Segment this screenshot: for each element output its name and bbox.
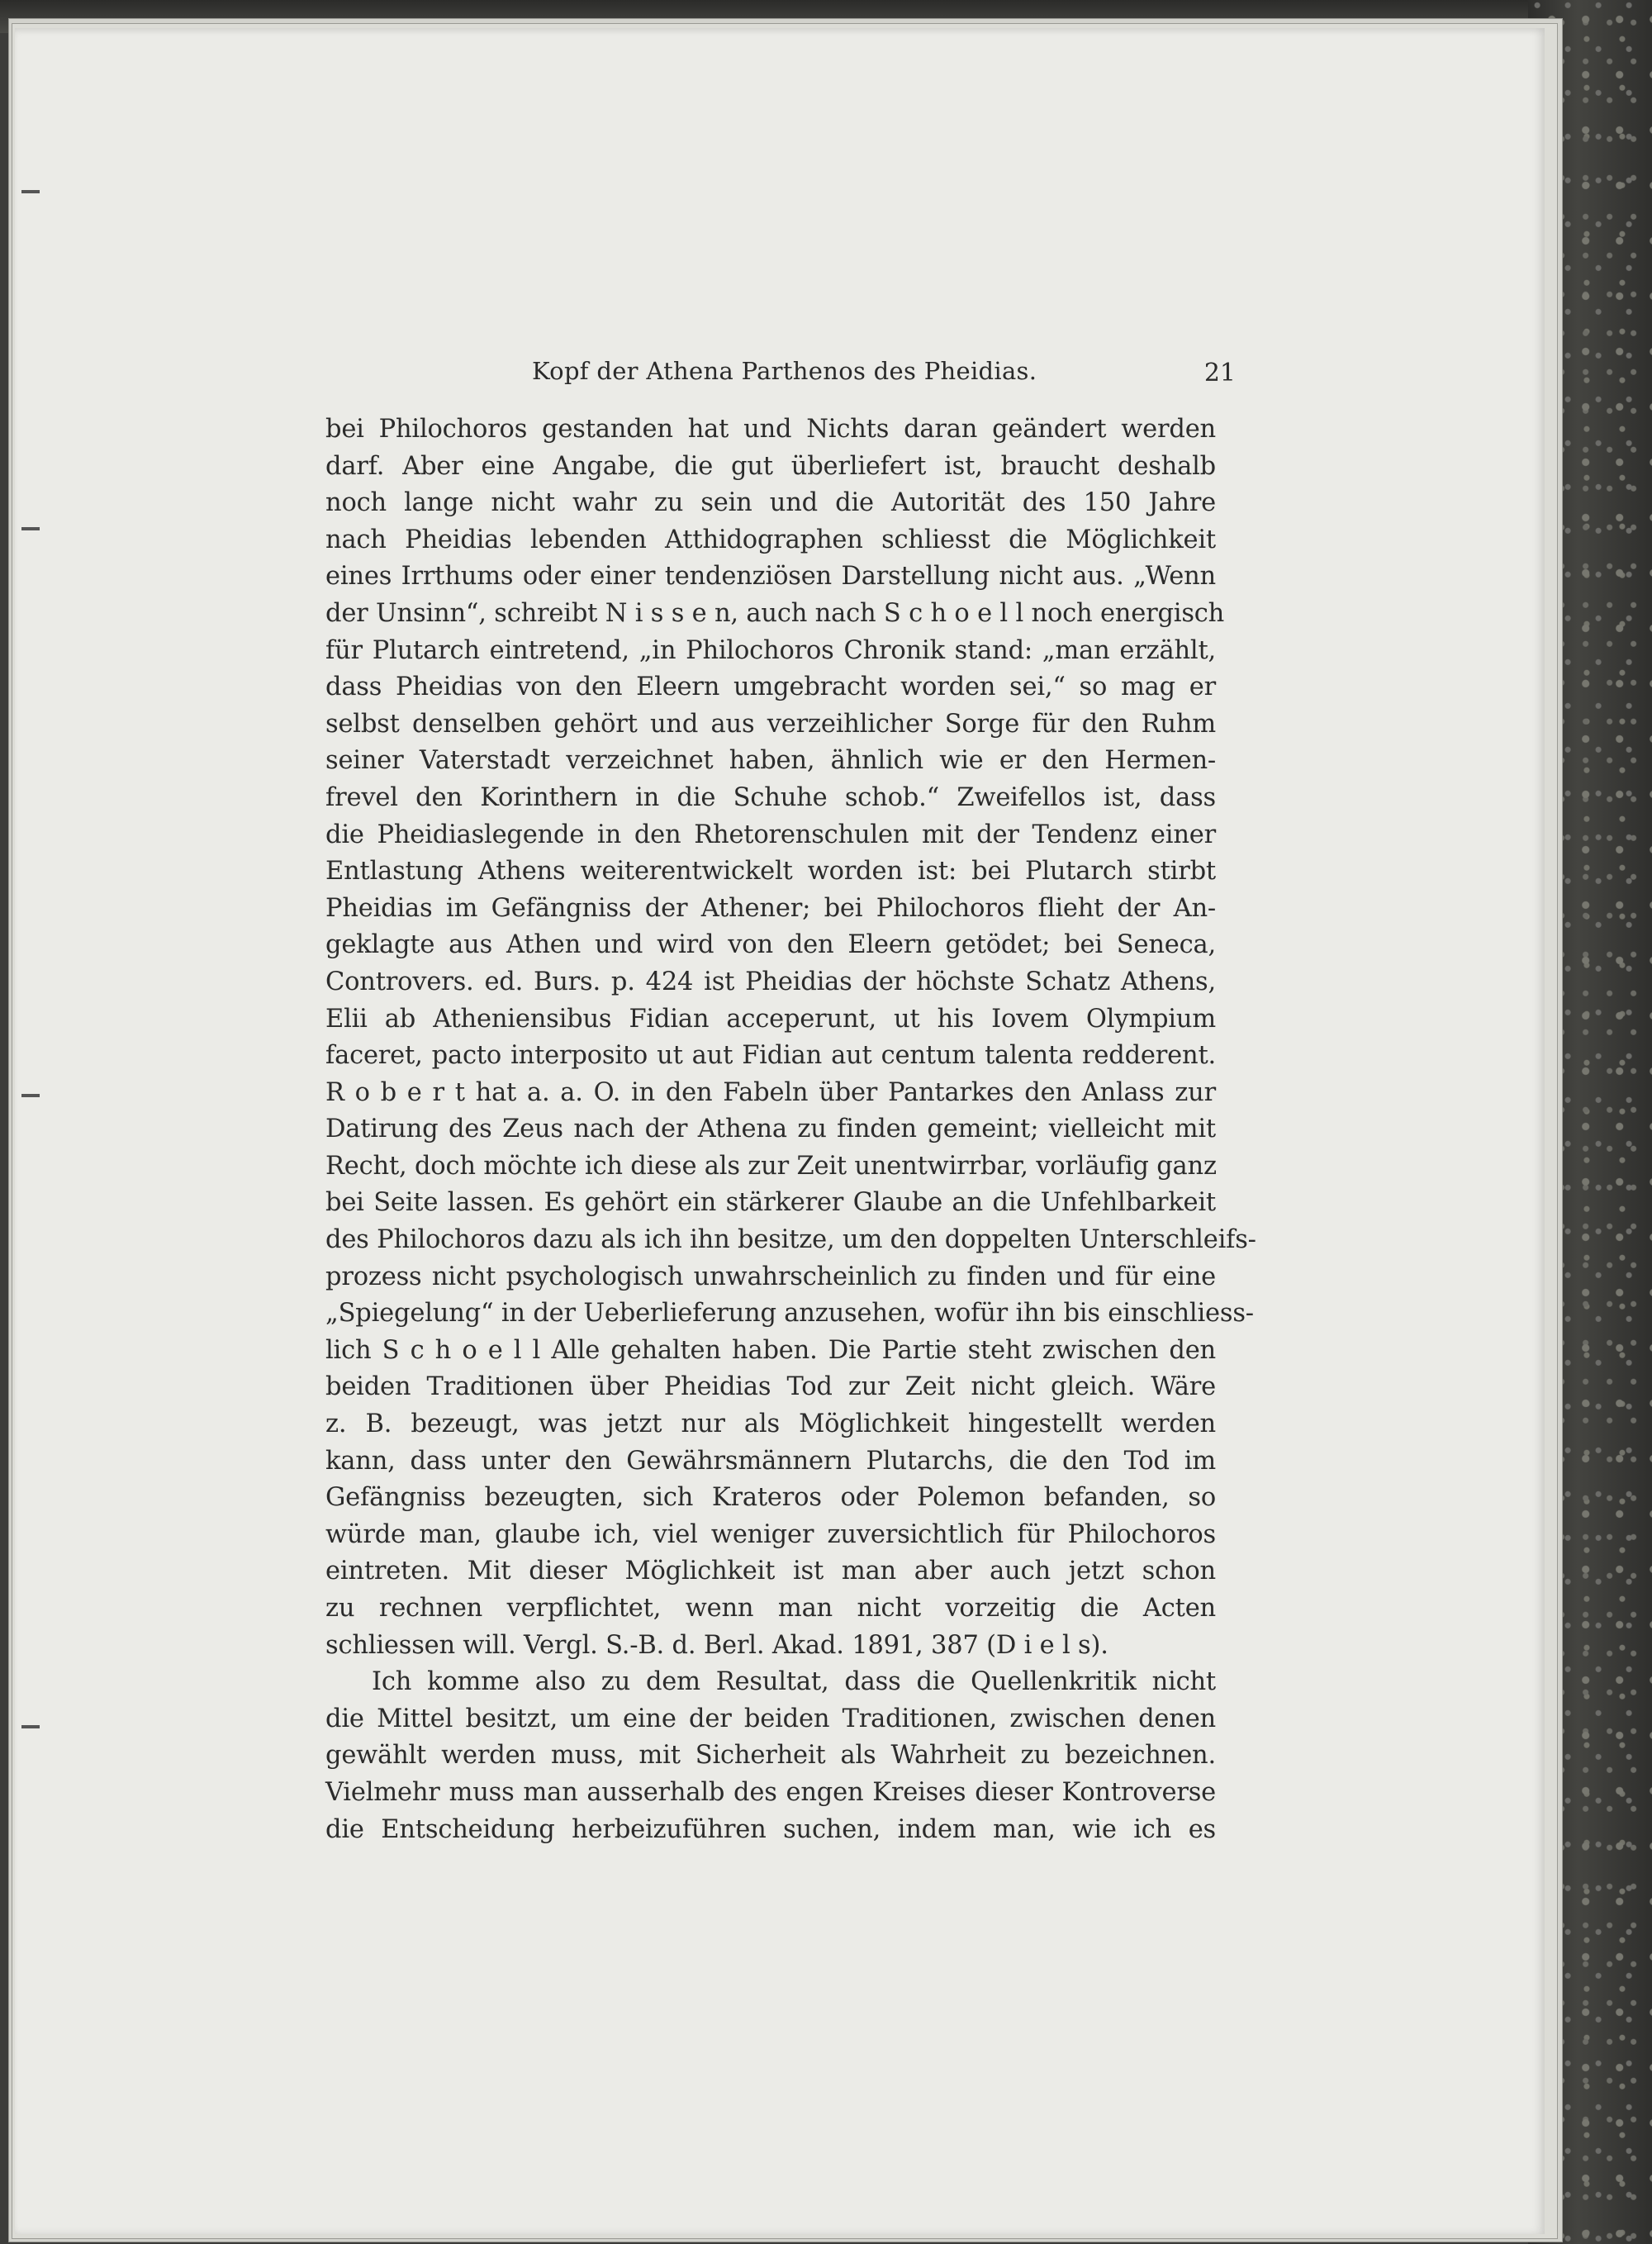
text-line: gewählt werden muss, mit Sicherheit als Wahrheit zu bezeichnen. [325,1741,1216,1771]
text-line: schliessen will. Vergl. S.-B. d. Berl. Akad. 1891, 387 (D i e l s). [325,1630,1108,1660]
text-line: prozess nicht psychologisch unwahrscheinlich zu finden und für eine [325,1262,1216,1291]
body-text [325,411,1256,1848]
text-line: Datirung des Zeus nach der Athena zu finden gemeint; vielleicht mit [325,1115,1216,1144]
text-line: des Philochoros dazu als ich ihn besitze, um den doppelten Unterschleifs- [325,1225,1256,1255]
text-line: dass Pheidias von den Eleern umgebracht worden sei,“ so mag er [325,673,1216,702]
text-line: bei Philochoros gestanden hat und Nichts daran geändert werden [325,415,1216,444]
text-line: frevel den Korinthern in die Schuhe schob.“ Zweifellos ist, dass [325,782,1216,812]
text-line: bei Seite lassen. Es gehört ein stärkerer Glaube an die Unfehlbarkeit [325,1188,1216,1218]
text-line: R o b e r t hat a. a. O. in den Fabeln über Pantarkes den Anlass zur [325,1077,1216,1107]
text-line: die Pheidiaslegende in den Rhetorenschulen mit der Tendenz einer [325,820,1216,849]
text-line: Vielmehr muss man ausserhalb des engen Kreises dieser Kontroverse [325,1777,1216,1807]
margin-tick-mark [21,190,40,193]
running-head: Kopf der Athena Parthenos des Pheidias. [532,357,1037,385]
page-number: 21 [1203,359,1236,387]
text-line: Controvers. ed. Burs. p. 424 ist Pheidias der höchste Schatz Athens, [325,967,1216,996]
text-line: selbst denselben gehört und aus verzeihlicher Sorge für den Ruhm [325,709,1216,739]
text-line: für Plutarch eintretend, „in Philochoros Chronik stand: „man erzählt, [325,635,1216,665]
text-line: faceret, pacto interposito ut aut Fidian aut centum talenta redderent. [325,1041,1216,1071]
text-line: Ich komme also zu dem Resultat, dass die Quellenkritik nicht [372,1667,1216,1697]
text-line: Recht, doch möchte ich diese als zur Zeit unentwirrbar, vorläufig ganz [325,1151,1217,1181]
margin-tick-mark [21,1725,40,1728]
text-line: Pheidias im Gefängniss der Athener; bei Philochoros flieht der An- [325,893,1216,923]
text-line: kann, dass unter den Gewährsmännern Plutarchs, die den Tod im [325,1446,1216,1476]
text-line: nach Pheidias lebenden Atthidographen schliesst die Möglichkeit [325,525,1216,554]
text-line: lich S c h o e l l Alle gehalten haben. Die Partie steht zwischen den [325,1335,1216,1365]
text-line: Entlastung Athens weiterentwickelt worden ist: bei Plutarch stirbt [325,857,1216,887]
text-line: beiden Traditionen über Pheidias Tod zur Zeit nicht gleich. Wäre [325,1372,1216,1402]
text-line: noch lange nicht wahr zu sein und die Autorität des 150 Jahre [325,488,1216,518]
text-line: der Unsinn“, schreibt N i s s e n, auch nach S c h o e l l noch energisch [325,598,1225,628]
text-line: eines Irrthums oder einer tendenziösen Darstellung nicht aus. „Wenn [325,562,1216,592]
text-line: die Mittel besitzt, um eine der beiden Traditionen, zwischen denen [325,1704,1216,1733]
margin-tick-mark [21,527,40,530]
text-line: geklagte aus Athen und wird von den Eleern getödet; bei Seneca, [325,930,1216,960]
margin-tick-mark [21,1094,40,1097]
text-line: zu rechnen verpflichtet, wenn man nicht vorzeitig die Acten [325,1594,1216,1623]
text-line: eintreten. Mit dieser Möglichkeit ist man aber auch jetzt schon [325,1557,1216,1586]
text-line: die Entscheidung herbeizuführen suchen, indem man, wie ich es [325,1814,1216,1844]
text-line: Gefängniss bezeugten, sich Krateros oder Polemon befanden, so [325,1483,1216,1513]
text-line: Elii ab Atheniensibus Fidian acceperunt, ut his Iovem Olympium [325,1004,1216,1034]
page-header [532,357,1242,397]
text-line: würde man, glaube ich, viel weniger zuversichtlich für Philochoros [325,1519,1216,1549]
text-line: darf. Aber eine Angabe, die gut überliefert ist, braucht deshalb [325,451,1216,481]
text-line: z. B. bezeugt, was jetzt nur als Möglichkeit hingestellt werden [325,1410,1216,1439]
text-line: „Spiegelung“ in der Ueberlieferung anzusehen, wofür ihn bis einschliess- [325,1299,1254,1329]
text-line: seiner Vaterstadt verzeichnet haben, ähnlich wie er den Hermen- [325,746,1216,776]
